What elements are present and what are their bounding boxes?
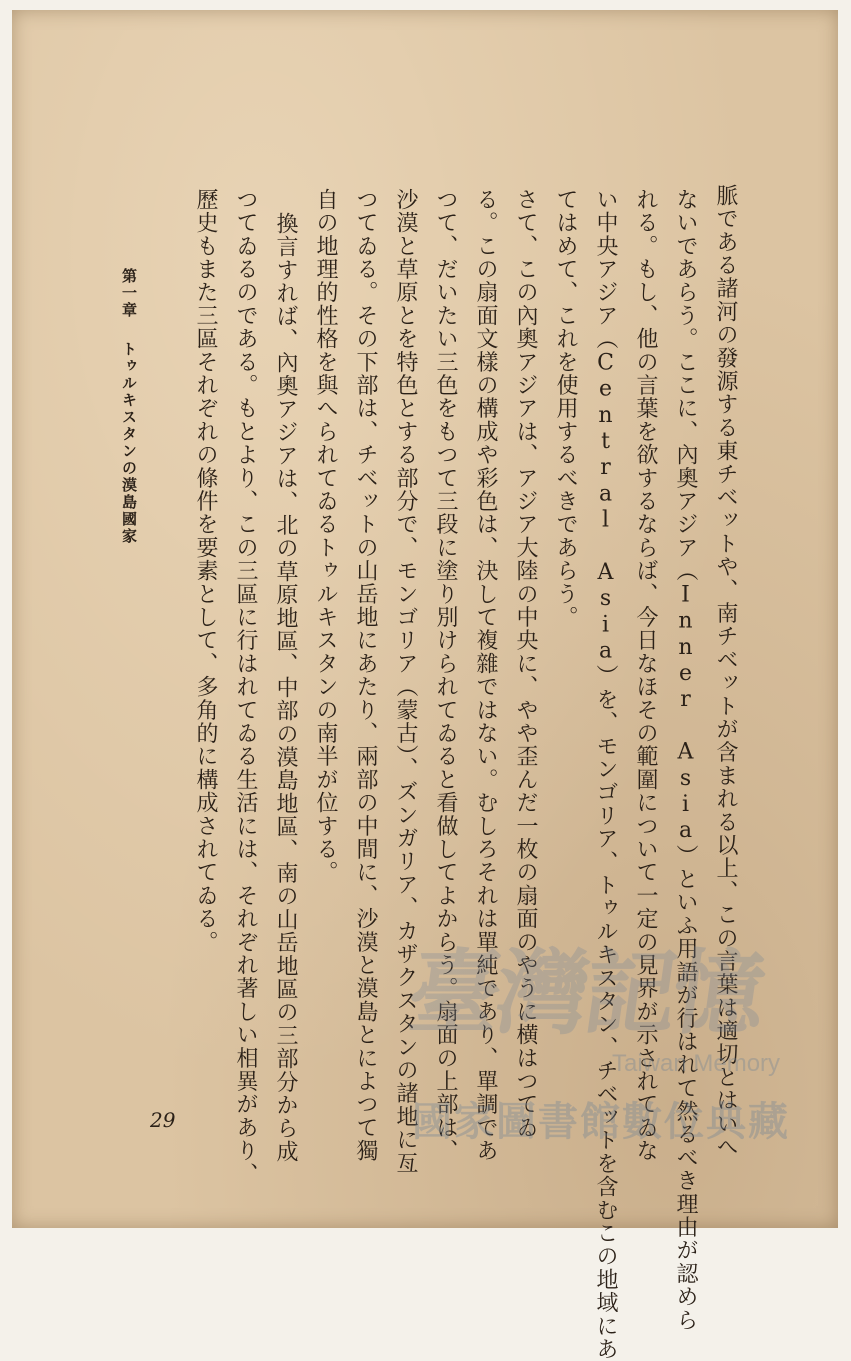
watermark-logo: 臺灣記憶 bbox=[401, 939, 769, 1047]
watermark-latin: Taiwan Memory bbox=[612, 1050, 781, 1077]
text-line-9: 沙漠と草原とを特色とする部分で、モンゴリア（蒙古）、ズンガリア、カザクスタンの諸地に亙 bbox=[393, 188, 418, 1175]
chapter-label: 第一章 bbox=[120, 268, 138, 319]
text-line-14: 歷史もまた三區それぞれの條件を要素として、多角的に構成されてゐる。 bbox=[193, 188, 218, 954]
running-header bbox=[114, 268, 140, 545]
text-line-6: さて、この內奧アジアは、アジア大陸の中央に、やや歪んだ一枚の扇面のやうに横はつてゐ bbox=[513, 188, 538, 1140]
chapter-title: トゥルキスタンの漠島國家 bbox=[120, 341, 138, 545]
page-number: 29 bbox=[150, 1108, 176, 1132]
text-line-5: てはめて、これを使用するべきであらう。 bbox=[553, 188, 578, 629]
text-line-7: る。この扇面文樣の構成や彩色は、決して複雜ではない。むしろそれは單純であり、單調であ bbox=[473, 188, 498, 1163]
text-line-8: つて、だいたい三色をもつて三段に塗り別けられてゐると看做してよからう。扇面の上部は、 bbox=[433, 188, 458, 1163]
text-line-4: い中央アジア（Central Asia）を、モンゴリア、トゥルキスタン、チベットを含むこの地域にあ bbox=[593, 188, 618, 1361]
text-line-2: ないであらう。ここに、內奧アジア（Inner Asia）といふ用語が行はれて然るべき理由が認めら bbox=[673, 188, 698, 1332]
text-line-1: 脈である諸河の發源する東チベットや、南チベットが含まれる以上、この言葉は適切とはいへ bbox=[713, 184, 738, 1159]
text-line-13: つてゐるのである。もとより、この三區に行はれてゐる生活には、それぞれ著しい相異があり、 bbox=[233, 188, 258, 1186]
watermark-library: 國家圖書館數位典藏 bbox=[412, 1098, 790, 1145]
text-line-3: れる。もし、他の言葉を欲するならば、今日なほその範圍について一定の見界が示されてゐな bbox=[633, 188, 658, 1163]
text-line-11: 自の地理的性格を與へられてゐるトゥルキスタンの南半が位する。 bbox=[313, 188, 338, 884]
book-page bbox=[12, 10, 838, 1361]
text-line-10: つてゐる。その下部は、チベットの山岳地にあたり、兩部の中間に、沙漠と漠島とによつて獨 bbox=[353, 188, 378, 1163]
text-line-12: 換言すれば、內奧アジアは、北の草原地區、中部の漠島地區、南の山岳地區の三部分から成 bbox=[273, 212, 298, 1164]
